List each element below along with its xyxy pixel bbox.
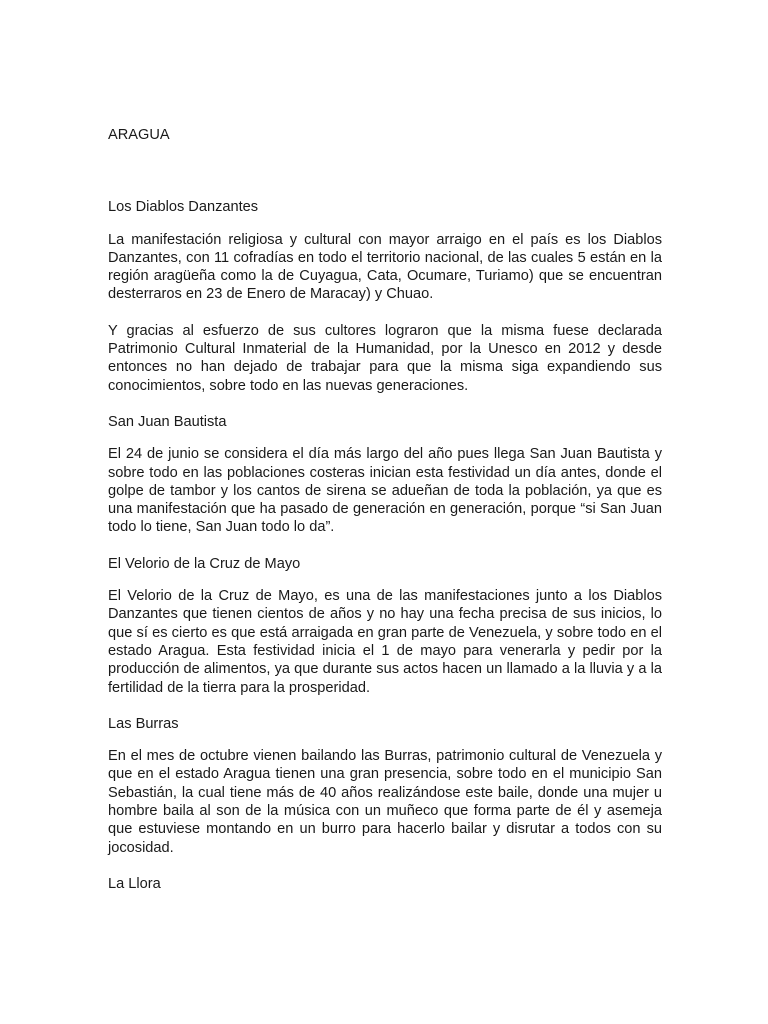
section-la-llora bbox=[108, 875, 662, 893]
paragraph: Y gracias al esfuerzo de sus cultores lograron que la misma fuese declarada Patrimonio Cultural Inmaterial de la Humanidad, por la Unesco en 2012 y desde entonces no han dejado de trabajar para que la misma siga expandiendo sus conocimientos, sobre todo en las nuevas generaciones. bbox=[108, 322, 662, 394]
section-san-juan-bautista bbox=[108, 413, 662, 537]
section-heading: La Llora bbox=[108, 875, 161, 892]
section-heading: El Velorio de la Cruz de Mayo bbox=[108, 555, 301, 572]
section-heading: San Juan Bautista bbox=[108, 413, 227, 430]
paragraph: El Velorio de la Cruz de Mayo, es una de las manifestaciones junto a los Diablos Danzantes que tienen cientos de años y no hay una fecha precisa de sus inicios, lo que sí es cierto es que está arraigada en gran parte de Venezuela, y sobre todo en el estado Aragua. Esta festividad inicia el 1 de mayo para venerarla y pedir por la producción de alimentos, ya que durante sus actos hacen un llamado a la lluvia y a la fertilidad de la tierra para la prosperidad. bbox=[108, 588, 662, 696]
paragraph: En el mes de octubre vienen bailando las Burras, patrimonio cultural de Venezuela y que en el estado Aragua tienen una gran presencia, sobre todo en el municipio San Sebastián, la cual tiene más de 40 años realizándose este baile, donde una mujer u hombre baila al son de la música con un muñeco que forma parte de él y asemeja que estuviese montando en un burro para hacerlo bailar y disrutar a todos con su jocosidad. bbox=[108, 748, 662, 856]
section-diablos-danzantes bbox=[108, 198, 662, 395]
paragraph: La manifestación religiosa y cultural con mayor arraigo en el país es los Diablos Danzantes, con 11 cofradías en todo el territorio nacional, de las cuales 5 están en la región aragüeña como la de Cuyagua, Cata, Ocumare, Turiamo) que se encuentran desterraros en 23 de Enero de Maracay) y Chuao. bbox=[108, 231, 662, 303]
document-title: ARAGUA bbox=[108, 127, 170, 143]
document-page bbox=[108, 126, 662, 907]
section-heading: Los Diablos Danzantes bbox=[108, 199, 259, 216]
section-velorio-cruz-de-mayo bbox=[108, 555, 662, 697]
paragraph: El 24 de junio se considera el día más largo del año pues llega San Juan Bautista y sobre todo en las poblaciones costeras inician esta festividad un día antes, donde el golpe de tambor y los cantos de sirena se adueñan de toda la población, ya que es una manifestación que ha pasado de generación en generación, porque “si San Juan todo lo tiene, San Juan todo lo da”. bbox=[108, 446, 662, 536]
section-las-burras bbox=[108, 715, 662, 857]
section-heading: Las Burras bbox=[108, 715, 179, 732]
